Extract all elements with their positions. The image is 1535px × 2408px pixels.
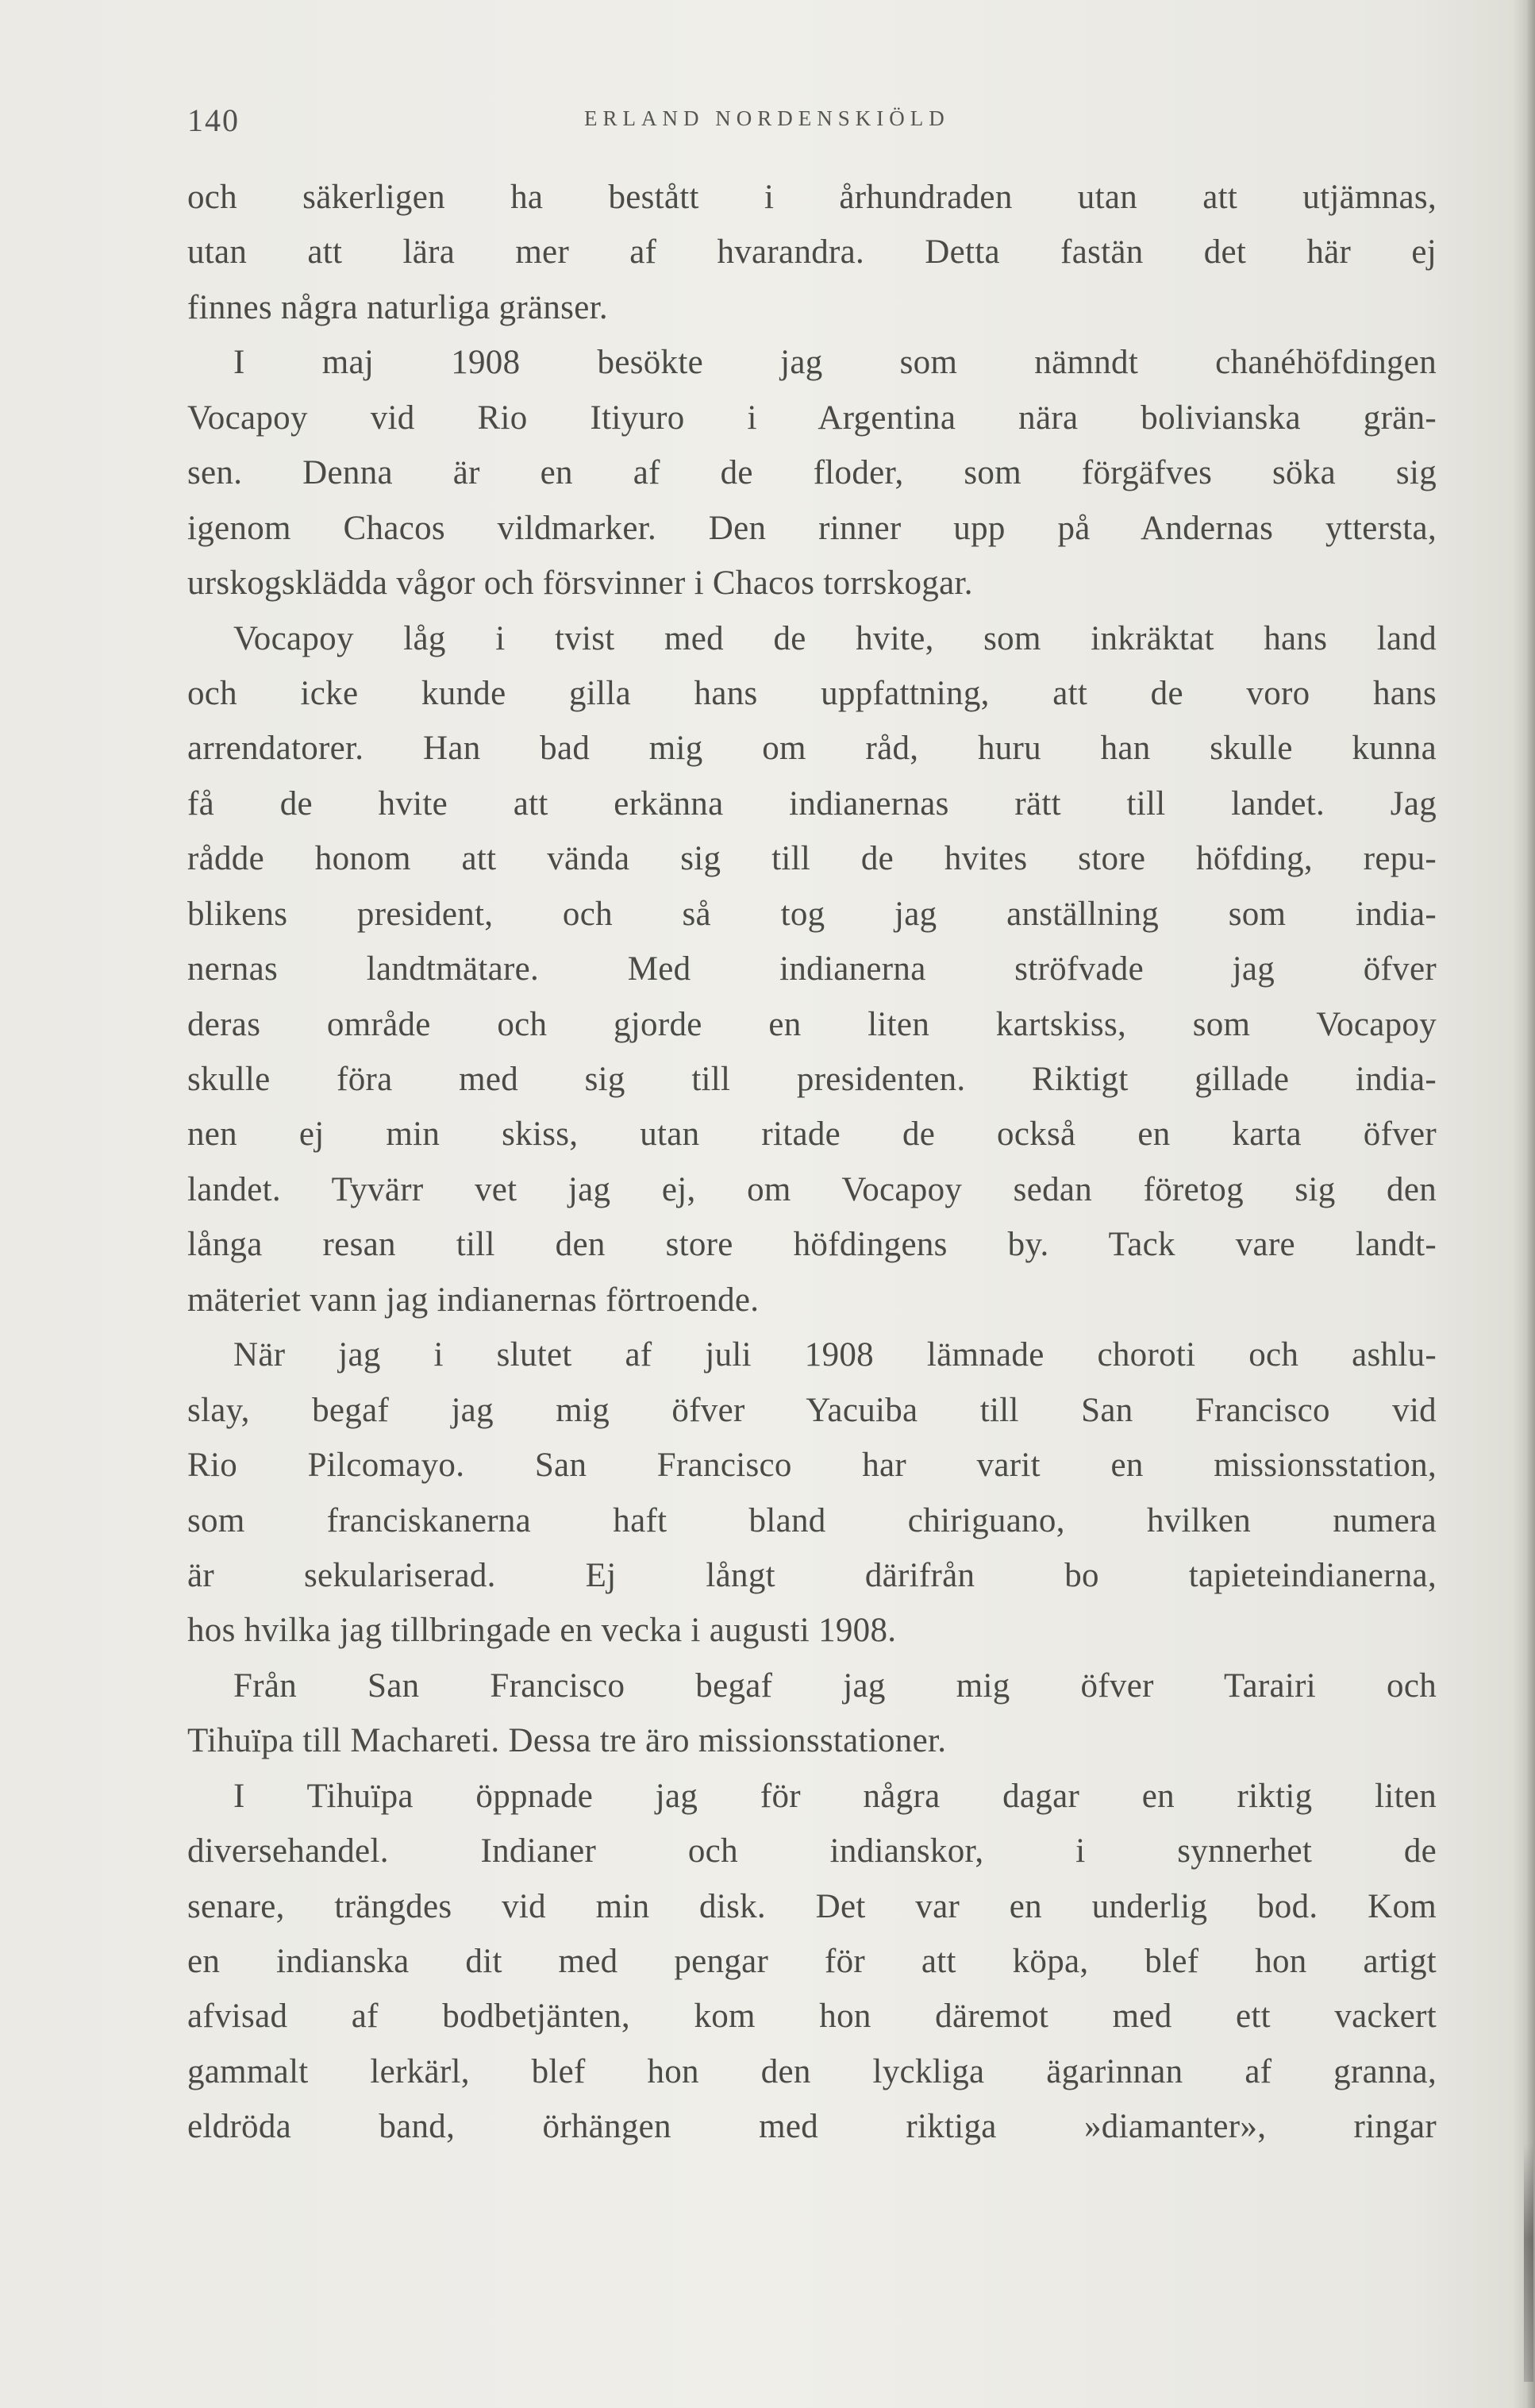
- text-line: nernas landtmätare. Med indianerna ströfvade jag öfver: [187, 950, 1437, 988]
- text-line: Tihuïpa till Machareti. Dessa tre äro missionsstationer.: [187, 1722, 947, 1760]
- text-line: få de hvite att erkänna indianernas rätt till landet. Jag: [187, 784, 1437, 823]
- text-line: gammalt lerkärl, blef hon den lyckliga ägarinnan af granna,: [187, 2052, 1437, 2090]
- text-line: När jag i slutet af juli 1908 lämnade choroti och ashlu-: [233, 1336, 1437, 1374]
- page-number: 140: [187, 102, 240, 138]
- text-line: och icke kunde gilla hans uppfattning, att de voro hans: [187, 674, 1437, 712]
- text-line: urskogsklädda vågor och försvinner i Chacos torrskogar.: [187, 564, 973, 603]
- text-line: rådde honom att vända sig till de hvites store höfding, repu-: [187, 840, 1437, 878]
- page-edge-mark: [1524, 2144, 1533, 2382]
- text-line: sen. Denna är en af de floder, som förgäfves söka sig: [187, 454, 1437, 492]
- text-line: Rio Pilcomayo. San Francisco har varit en missionsstation,: [187, 1447, 1437, 1485]
- text-line: I maj 1908 besökte jag som nämndt chanéhöfdingen: [233, 344, 1437, 382]
- page-header: [187, 102, 1448, 149]
- text-line: deras område och gjorde en liten kartskiss, som Vocapoy: [187, 1005, 1437, 1043]
- text-line: nen ej min skiss, utan ritade de också en karta öfver: [187, 1115, 1437, 1154]
- text-line: utan att lära mer af hvarandra. Detta fastän det här ej: [187, 233, 1437, 272]
- text-line: skulle föra med sig till presidenten. Riktigt gillade india-: [187, 1061, 1437, 1098]
- text-line: en indianska dit med pengar för att köpa, blef hon artigt: [187, 1943, 1437, 1980]
- text-line: slay, begaf jag mig öfver Yacuiba till San Francisco vid: [187, 1391, 1437, 1429]
- text-line: landet. Tyvärr vet jag ej, om Vocapoy sedan företog sig den: [187, 1170, 1437, 1208]
- text-line: Vocapoy låg i tvist med de hvite, som inkräktat hans land: [233, 619, 1437, 657]
- text-line: långa resan till den store höfdingens by. Tack vare landt-: [187, 1226, 1437, 1264]
- text-line: eldröda band, örhängen med riktiga »diamanter», ringar: [187, 2108, 1437, 2146]
- text-line: senare, trängdes vid min disk. Det var en underlig bod. Kom: [187, 1887, 1437, 1925]
- text-line: diversehandel. Indianer och indianskor, i synnerhet de: [187, 1832, 1437, 1871]
- text-line: Vocapoy vid Rio Itiyuro i Argentina nära bolivianska grän-: [187, 399, 1437, 437]
- text-line: afvisad af bodbetjänten, kom hon däremot med ett vackert: [187, 1998, 1437, 2036]
- text-line: och säkerligen ha bestått i århundraden utan att utjämnas,: [187, 179, 1437, 216]
- text-line: mäteriet vann jag indianernas förtroende.: [187, 1281, 760, 1319]
- text-line: finnes några naturliga gränser.: [187, 288, 608, 326]
- text-line: blikens president, och så tog jag anställning som india-: [187, 895, 1437, 933]
- text-line: igenom Chacos vildmarker. Den rinner upp på Andernas yttersta,: [187, 509, 1437, 547]
- running-head: ERLAND NORDENSKIÖLD: [584, 106, 950, 130]
- text-line: är sekulariserad. Ej långt därifrån bo tapieteindianerna,: [187, 1556, 1437, 1594]
- text-line: som franciskanerna haft bland chiriguano, hvilken numera: [187, 1501, 1437, 1539]
- text-line: I Tihuïpa öppnade jag för några dagar en riktig liten: [233, 1777, 1437, 1815]
- page-edge-shadow: [1513, 0, 1535, 2408]
- text-line: arrendatorer. Han bad mig om råd, huru han skulle kunna: [187, 730, 1437, 768]
- body-text: [187, 170, 1437, 2155]
- text-line: hos hvilka jag tillbringade en vecka i augusti 1908.: [187, 1612, 897, 1650]
- text-line: Från San Francisco begaf jag mig öfver Tarairi och: [233, 1666, 1437, 1705]
